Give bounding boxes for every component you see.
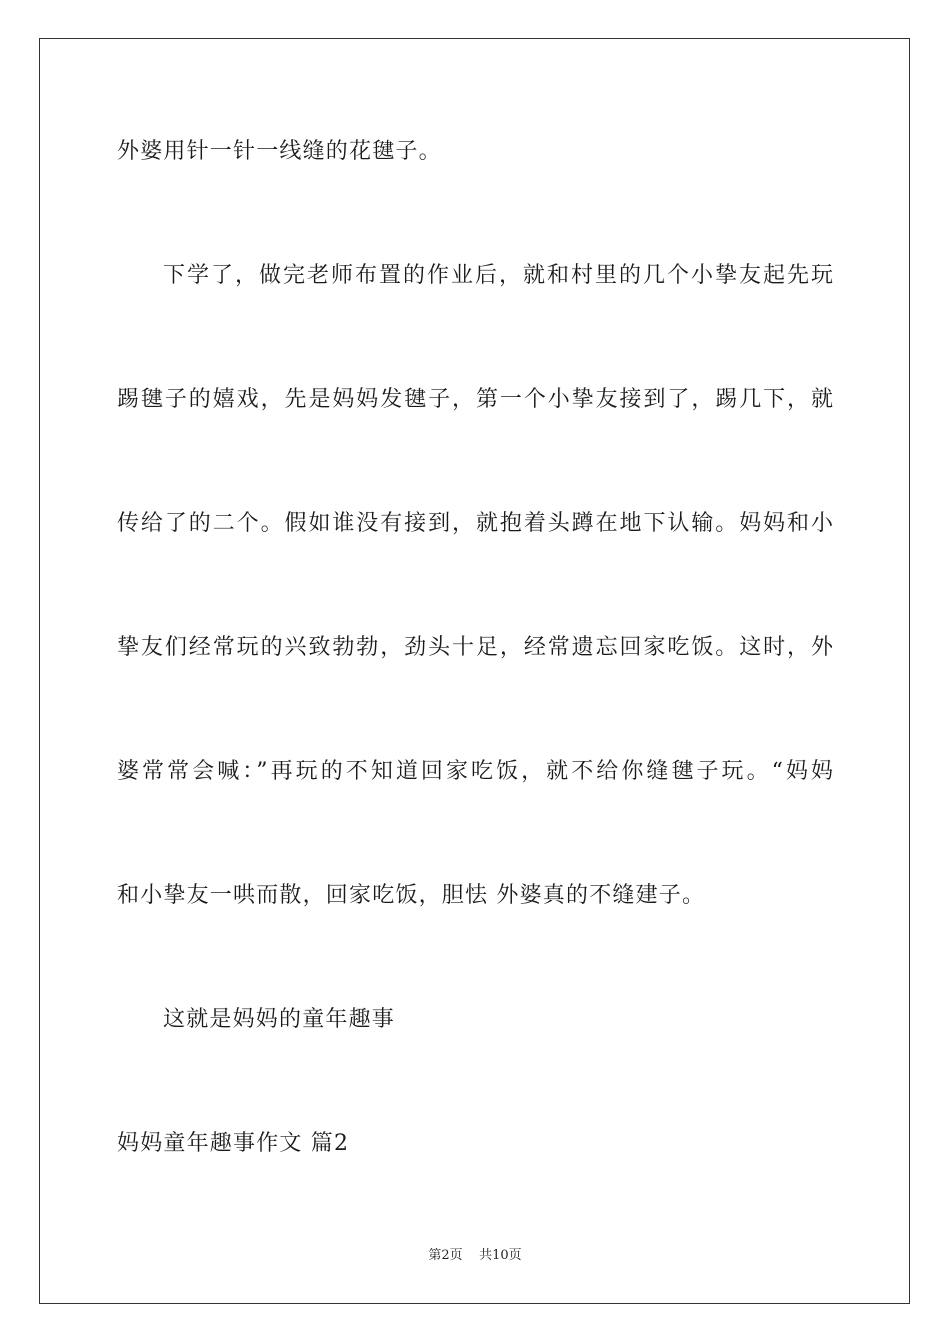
text-line-4: 传给了的二个。假如谁没有接到，就抱着头蹲在地下认输。妈妈和小 [117, 511, 833, 536]
page-footer [0, 1247, 950, 1265]
text-line-8: 这就是妈妈的童年趣事 [163, 1007, 396, 1032]
text-line-1: 外婆用针一针一线缝的花毽子。 [117, 139, 442, 164]
text-line-6: 婆常常会喊：”再玩的不知道回家吃饭，就不给你缝毽子玩。“妈妈 [117, 759, 833, 784]
text-line-7: 和小挚友一哄而散，回家吃饭，胆怯 外婆真的不缝建子。 [117, 883, 706, 908]
page-number: 第2页 [428, 1248, 463, 1263]
page-border [39, 38, 910, 1304]
text-line-5: 挚友们经常玩的兴致勃勃，劲头十足，经常遗忘回家吃饭。这时，外 [117, 635, 833, 660]
section-heading: 妈妈童年趣事作文 篇2 [117, 1131, 350, 1156]
page-total: 共10页 [479, 1248, 522, 1263]
text-line-2: 下学了，做完老师布置的作业后，就和村里的几个小挚友起先玩 [163, 263, 833, 288]
text-line-3: 踢毽子的嬉戏，先是妈妈发毽子，第一个小挚友接到了，踢几下，就 [117, 387, 833, 412]
